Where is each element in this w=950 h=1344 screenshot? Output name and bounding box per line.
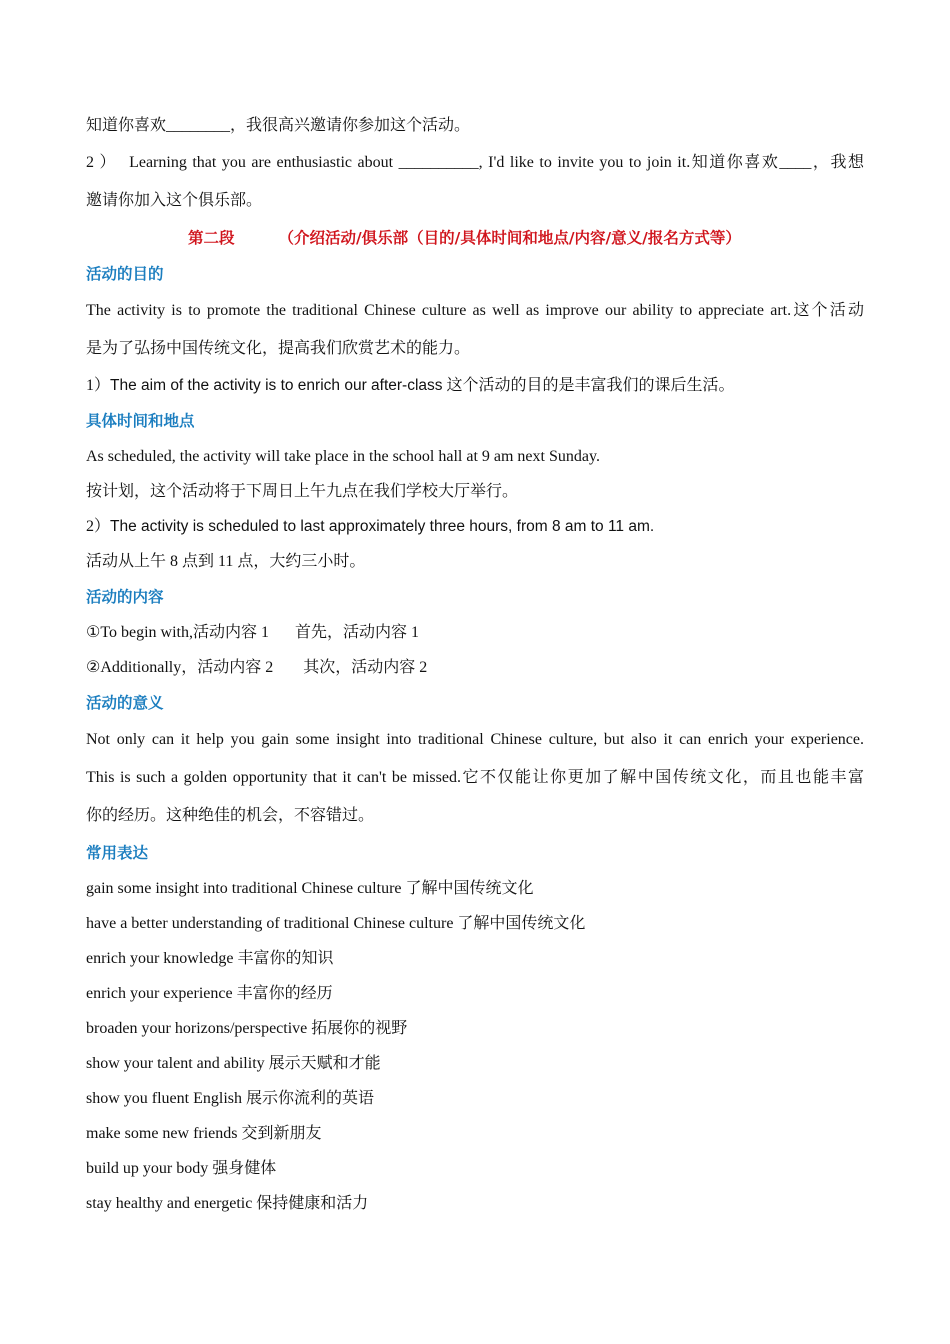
intro-item-2-continuation: 邀请你加入这个俱乐部。 xyxy=(86,192,263,209)
significance-line-3: 你的经历。这种绝佳的机会，不容错过。 xyxy=(86,807,375,824)
time-place-line-4: 活动从上午 8 点到 11 点，大约三小时。 xyxy=(86,553,366,570)
intro-item-2-number: 2 ） xyxy=(86,154,118,171)
heading-expressions: 常用表达 xyxy=(86,844,149,862)
expression-item: build up your body 强身健体 xyxy=(86,1160,277,1177)
heading-content: 活动的内容 xyxy=(86,588,164,606)
purpose-item-1 xyxy=(86,368,864,403)
expression-item: show your talent and ability 展示天赋和才能 xyxy=(86,1055,381,1072)
significance-line-1: Not only can it help you gain some insight into traditional Chinese culture, but also it can enrich your experience. xyxy=(86,731,864,748)
time-place-item-2-en: The activity is scheduled to last approximately three hours, from 8 am to 11 am. xyxy=(110,518,655,535)
heading-time-place: 具体时间和地点 xyxy=(86,412,195,430)
purpose-item-1-zh: 这个活动的目的是丰富我们的课后生活。 xyxy=(446,377,735,394)
content-item-2 xyxy=(86,650,864,685)
expression-item: enrich your knowledge 丰富你的知识 xyxy=(86,950,334,967)
heading-significance: 活动的意义 xyxy=(86,694,164,712)
significance-line-2: This is such a golden opportunity that it can't be missed.它不仅能让你更加了解中国传统文化，而且也能丰富 xyxy=(86,769,864,786)
expression-item: have a better understanding of traditional Chinese culture 了解中国传统文化 xyxy=(86,915,586,932)
purpose-item-1-prefix: 1） xyxy=(86,377,111,394)
purpose-item-1-en: The aim of the activity is to enrich our after-class xyxy=(110,377,443,394)
purpose-para-line-1: The activity is to promote the traditional Chinese culture as well as improve our ability to appreciate art.这个活动 xyxy=(86,302,864,319)
time-place-line-2: 按计划，这个活动将于下周日上午九点在我们学校大厅举行。 xyxy=(86,483,519,500)
expression-item: make some new friends 交到新朋友 xyxy=(86,1125,322,1142)
content-item-1 xyxy=(86,615,864,650)
section-2-label: 第二段 xyxy=(188,229,235,247)
section-2-title xyxy=(86,220,864,256)
intro-item-2 xyxy=(86,144,864,182)
document-page xyxy=(86,108,864,1221)
expression-item: gain some insight into traditional Chinese culture 了解中国传统文化 xyxy=(86,880,534,897)
time-place-item-2-prefix: 2） xyxy=(86,518,111,535)
intro-item-2-text: Learning that you are enthusiastic about __________, I'd like to invite you to join it.知道你喜欢____，我想 xyxy=(129,154,864,171)
expression-item: show you fluent English 展示你流利的英语 xyxy=(86,1090,374,1107)
intro-line-1: 知道你喜欢________，我很高兴邀请你参加这个活动。 xyxy=(86,117,471,134)
time-place-item-2 xyxy=(86,509,864,544)
expression-item: stay healthy and energetic 保持健康和活力 xyxy=(86,1195,369,1212)
content-item-1-b: 首先，活动内容 1 xyxy=(295,624,420,641)
content-item-1-a: ①To begin with,活动内容 1 xyxy=(86,624,269,641)
content-item-2-b: 其次，活动内容 2 xyxy=(303,659,428,676)
expression-item: enrich your experience 丰富你的经历 xyxy=(86,985,333,1002)
expression-item: broaden your horizons/perspective 拓展你的视野 xyxy=(86,1020,408,1037)
section-2-subtitle: （介绍活动/俱乐部（目的/具体时间和地点/内容/意义/报名方式等） xyxy=(278,229,741,247)
purpose-para-line-2: 是为了弘扬中国传统文化，提高我们欣赏艺术的能力。 xyxy=(86,340,471,357)
content-item-2-a: ②Additionally，活动内容 2 xyxy=(86,659,274,676)
heading-purpose: 活动的目的 xyxy=(86,265,164,283)
time-place-line-1: As scheduled, the activity will take place in the school hall at 9 am next Sunday. xyxy=(86,448,600,465)
